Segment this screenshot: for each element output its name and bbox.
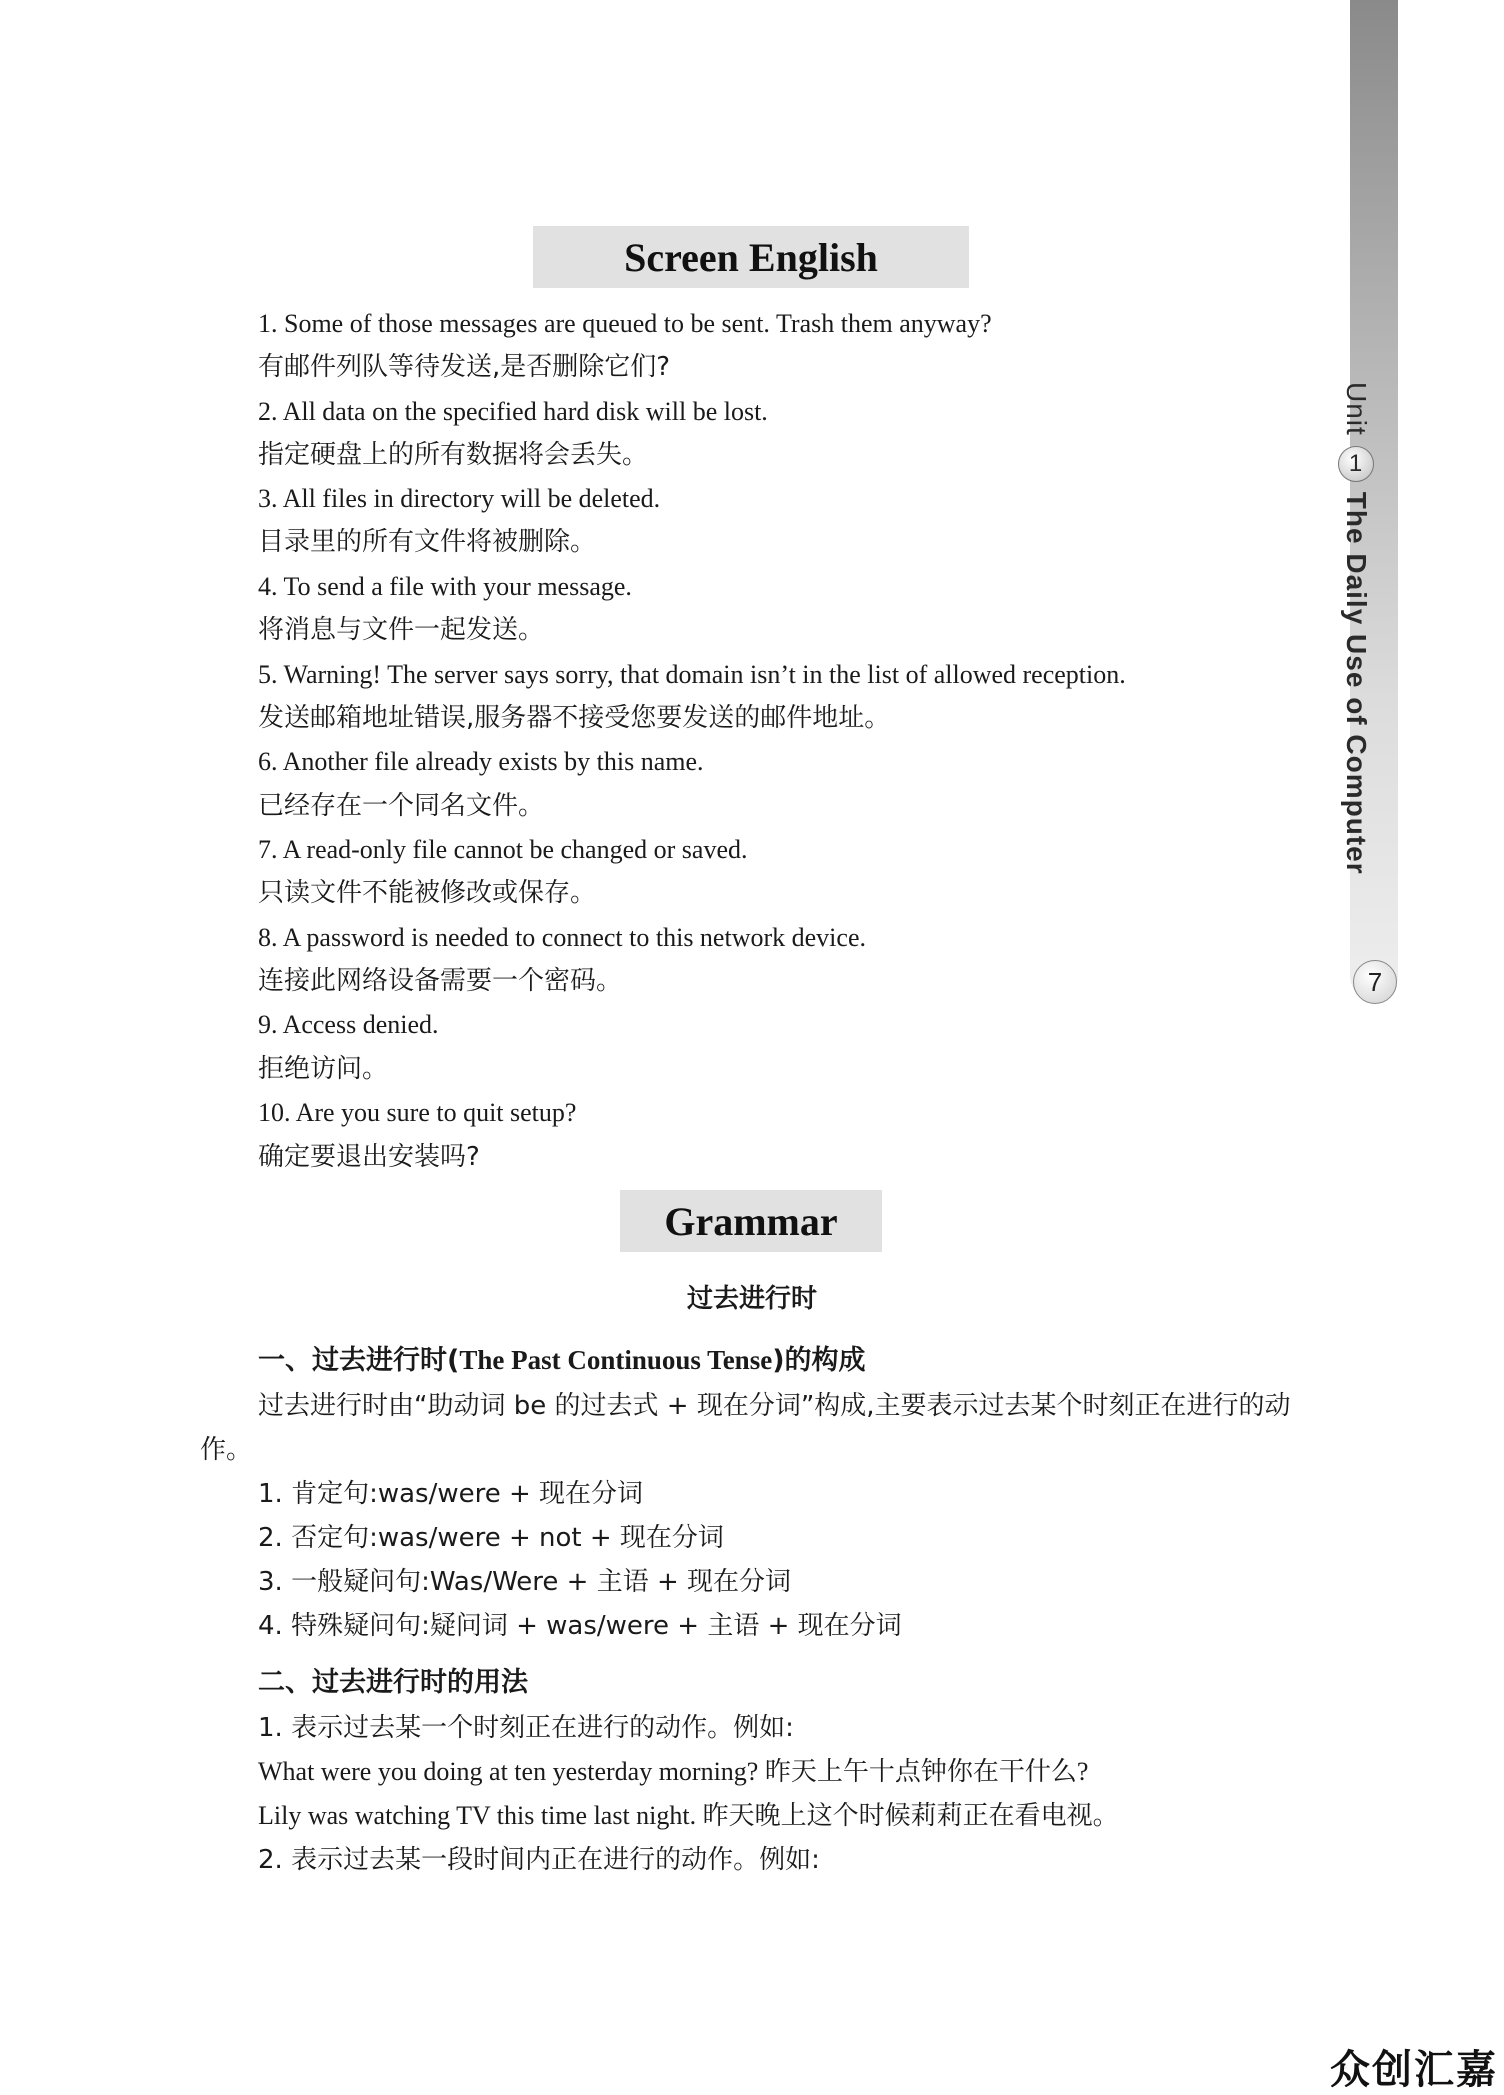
screen-item-3-cn: 目录里的所有文件将被删除。 — [258, 527, 597, 557]
unit-title: The Daily Use of Computer — [1341, 491, 1372, 875]
screen-item-6-cn: 已经存在一个同名文件。 — [258, 791, 545, 821]
screen-item-3-en: 3. All files in directory will be deleted. — [258, 484, 661, 513]
screen-item-5-en: 5. Warning! The server says sorry, that domain isn’t in the list of allowed reception. — [258, 660, 1126, 689]
section-2-heading: 二、过去进行时的用法 — [258, 1667, 528, 1698]
usage-example-2: Lily was watching TV this time last night. 昨天晚上这个时候莉莉正在看电视。 — [258, 1801, 1119, 1830]
form-affirmative: 1. 肯定句:was/were + 现在分词 — [258, 1479, 644, 1509]
screen-item-10-cn: 确定要退出安装吗? — [258, 1142, 480, 1172]
section-1-paragraph: 过去进行时由“助动词 be 的过去式 + 现在分词”构成,主要表示过去某个时刻正在进行的动作。 — [200, 1391, 1291, 1465]
usage-2: 2. 表示过去某一段时间内正在进行的动作。例如: — [258, 1845, 820, 1875]
form-general-question: 3. 一般疑问句:Was/Were + 主语 + 现在分词 — [258, 1567, 792, 1597]
unit-word: Unit — [1341, 382, 1372, 436]
unit-number-badge: 1 — [1338, 446, 1374, 482]
screen-item-9-en: 9. Access denied. — [258, 1010, 439, 1039]
form-special-question: 4. 特殊疑问句:疑问词 + was/were + 主语 + 现在分词 — [258, 1611, 902, 1641]
unit-side-label — [1338, 382, 1374, 875]
screen-item-5-cn: 发送邮箱地址错误,服务器不接受您要发送的邮件地址。 — [258, 703, 891, 733]
usage-1: 1. 表示过去某一个时刻正在进行的动作。例如: — [258, 1713, 794, 1743]
page-number: 7 — [1353, 960, 1397, 1004]
screen-item-7-en: 7. A read-only file cannot be changed or saved. — [258, 835, 748, 864]
screen-item-10-en: 10. Are you sure to quit setup? — [258, 1098, 577, 1127]
screen-item-2-en: 2. All data on the specified hard disk will be lost. — [258, 397, 768, 426]
form-negative: 2. 否定句:was/were + not + 现在分词 — [258, 1523, 724, 1553]
screen-item-9-cn: 拒绝访问。 — [258, 1054, 389, 1084]
screen-english-title: Screen English — [533, 226, 969, 288]
usage-example-1: What were you doing at ten yesterday morning? 昨天上午十点钟你在干什么? — [258, 1757, 1089, 1786]
screen-item-8-en: 8. A password is needed to connect to this network device. — [258, 923, 866, 952]
screen-item-2-cn: 指定硬盘上的所有数据将会丢失。 — [258, 440, 649, 470]
grammar-subtitle: 过去进行时 — [686, 1284, 817, 1314]
grammar-title: Grammar — [620, 1190, 882, 1252]
screen-item-4-en: 4. To send a file with your message. — [258, 572, 632, 601]
watermark-logo-text: 众创汇嘉 — [1330, 2047, 1498, 2093]
screen-item-6-en: 6. Another file already exists by this name. — [258, 747, 704, 776]
section-1-heading-post: )的构成 — [772, 1345, 866, 1376]
section-1-heading-pre: 一、过去进行时( — [258, 1345, 460, 1376]
screen-item-7-cn: 只读文件不能被修改或保存。 — [258, 878, 597, 908]
section-1-heading — [258, 1338, 866, 1377]
screen-item-8-cn: 连接此网络设备需要一个密码。 — [258, 966, 623, 996]
screen-item-4-cn: 将消息与文件一起发送。 — [258, 615, 545, 645]
section-1-heading-en: The Past Continuous Tense — [459, 1345, 773, 1375]
screen-item-1-cn: 有邮件列队等待发送,是否删除它们? — [258, 352, 671, 382]
screen-item-1-en: 1. Some of those messages are queued to be sent. Trash them anyway? — [258, 309, 992, 338]
